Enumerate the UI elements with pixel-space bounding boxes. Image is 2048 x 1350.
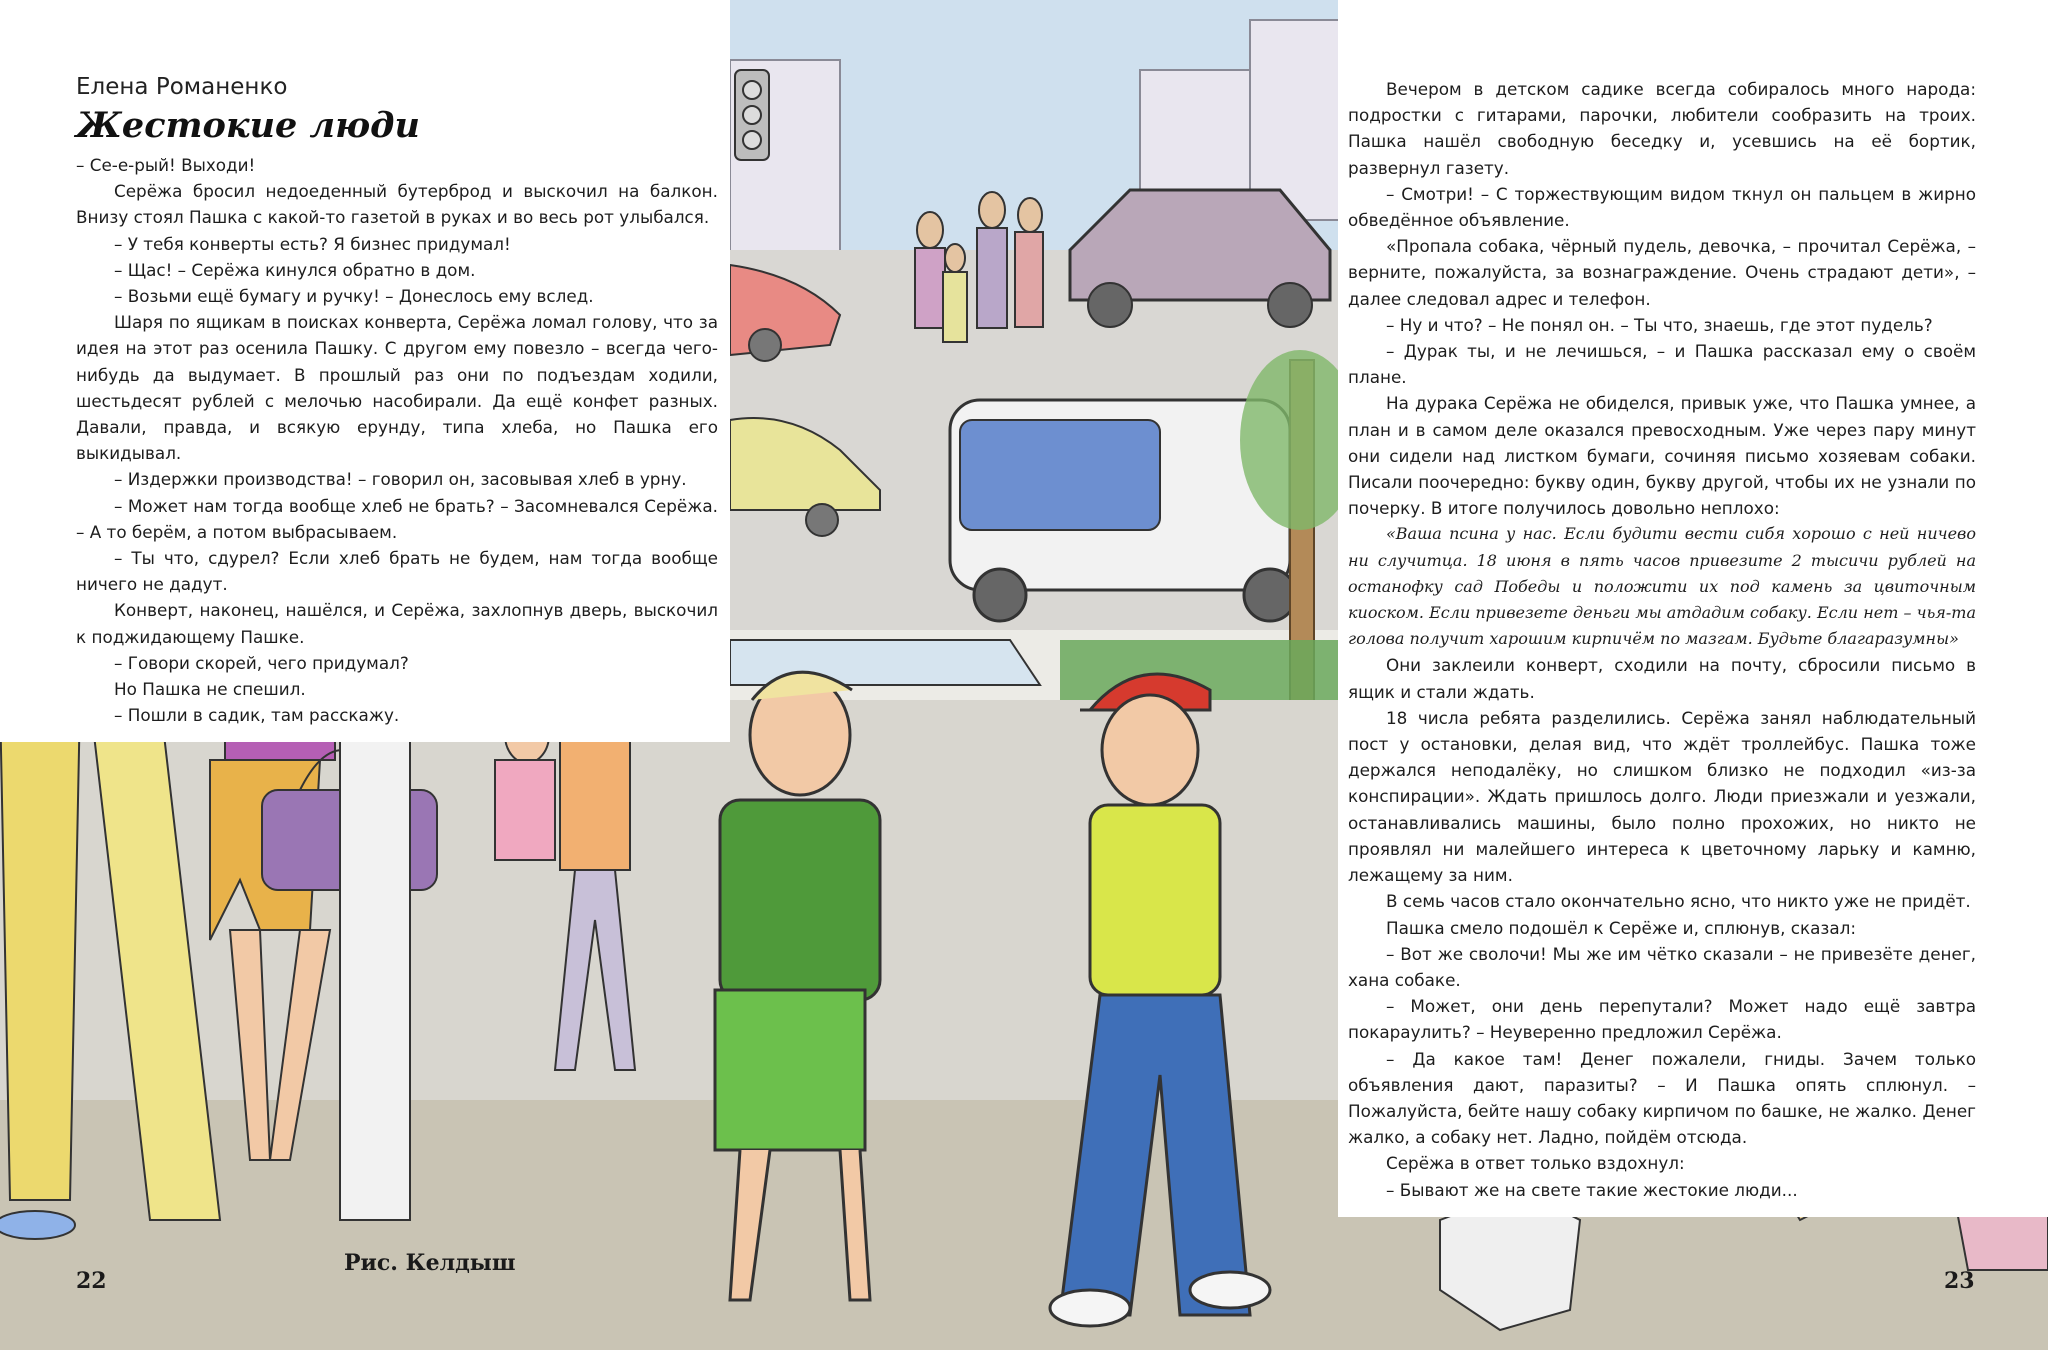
paragraph: – Издержки производства! – говорил он, засовывая хлеб в урну. bbox=[114, 469, 687, 490]
paragraph: – Да какое там! Денег пожалели, гниды. Зачем только объявления дают, паразиты? – И Пашка опять сплюнул. – Пожалуйста, бейте нашу собаку кирпичом по башке, не жалко. Денег жалко, а собаку нет. Ладно, пойдём отсюда. bbox=[1348, 1048, 1976, 1148]
paragraph: – Ну и что? – Не понял он. – Ты что, знаешь, где этот пудель? bbox=[1386, 314, 1933, 335]
ransom-letter: «Ваша псина у нас. Если будити вести сибя хорошо с ней ничево ни случитца. 18 июня в пять часов привезите 2 тысичи рублей на останофку сад Победы и положити их под камень за цвиточным киоском. Если привезете деньги мы атдадим собаку. Если нет – чья-та голова получит харошим кирпичём по мазгам. Будьте благаразумны» bbox=[1348, 524, 1976, 649]
bus-stop-pillar bbox=[340, 740, 410, 1220]
paragraph: – Может нам тогда вообще хлеб не брать? – Засомневался Серёжа. – А то берём, а потом выбрасываем. bbox=[76, 495, 718, 542]
paragraph: – У тебя конверты есть? Я бизнес придумал! bbox=[114, 233, 511, 254]
paragraph: Пашка смело подошёл к Серёже и, сплюнув, сказал: bbox=[1386, 917, 1856, 938]
paragraph: – Возьми ещё бумагу и ручку! – Донеслось ему вслед. bbox=[114, 286, 594, 307]
paragraph: Серёжа бросил недоеденный бутерброд и выскочил на балкон. Внизу стоял Пашка с какой-то газетой в руках и во весь рот улыбался. bbox=[76, 181, 718, 228]
right-page-text bbox=[1348, 76, 1976, 1203]
traffic-light bbox=[735, 70, 769, 160]
paragraph: – Дурак ты, и не лечишься, – и Пашка рассказал ему о своём плане. bbox=[1348, 341, 1976, 388]
paragraph: Конверт, наконец, нашёлся, и Серёжа, захлопнув дверь, выскочил к поджидающему Пашке. bbox=[76, 600, 718, 647]
page-number-left: 22 bbox=[76, 1268, 107, 1294]
paragraph: Но Пашка не спешил. bbox=[114, 679, 306, 700]
paragraph: 18 числа ребята разделились. Серёжа занял наблюдательный пост у остановки, делая вид, что ждёт троллейбус. Пашка тоже держался неподалёку, но слишком близко не подходил «из-за конспирации». Ждать пришлось долго. Люди приезжали и уезжали, останавливались машины, было полно прохожих, но никто не проявлял ни малейшего интереса к цветочному ларьку и камню, лежащему за ним. bbox=[1348, 707, 1976, 886]
left-page-column bbox=[76, 72, 718, 728]
family-group bbox=[915, 192, 1043, 342]
paragraph: Шаря по ящикам в поисках конверта, Серёжа ломал голову, что за идея на этот раз осенила Пашку. С другом ему повезло – всегда чего-нибудь да выдумает. В прошлый раз они по подъездам ходили, шестьдесят рублей с мелочью насобирали. Да ещё конфет разных. Давали, правда, и всякую ерунду, типа хлеба, но Пашка его выкидывал. bbox=[76, 312, 718, 464]
author-name: Елена Романенко bbox=[76, 74, 288, 100]
paragraph: – Может, они день перепутали? Может надо ещё завтра покараулить? – Неуверенно предложил Серёжа. bbox=[1348, 996, 1976, 1043]
paragraph: Серёжа в ответ только вздохнул: bbox=[1386, 1153, 1685, 1174]
paragraph: Вечером в детском садике всегда собиралось много народа: подростки с гитарами, парочки, любители сообразить на троих. Пашка нашёл свободную беседку и, усевшись на её бортик, развернул газету. bbox=[1348, 79, 1976, 178]
story-title: Жестокие люди bbox=[76, 105, 420, 146]
paragraph: «Пропала собака, чёрный пудель, девочка, – прочитал Серёжа, – верните, пожалуйста, за вознаграждение. Очень страдают дети», – далее следовал адрес и телефон. bbox=[1348, 236, 1976, 309]
paragraph: На дурака Серёжа не обиделся, привык уже, что Пашка умнее, а план и в самом деле оказался превосходным. Уже через пару минут они сидели над листком бумаги, сочиняя письмо хозяевам собаки. Писали поочередно: букву один, букву другой, чтобы их не узнали по почерку. В итоге получилось довольно неплохо: bbox=[1348, 393, 1976, 519]
paragraph: – Бывают же на свете такие жестокие люди... bbox=[1386, 1179, 1798, 1200]
paragraph: – Говори скорей, чего придумал? bbox=[114, 652, 409, 673]
paragraph: – Пошли в садик, там расскажу. bbox=[114, 705, 400, 726]
paragraph: В семь часов стало окончательно ясно, что никто уже не придёт. bbox=[1386, 891, 1971, 912]
illustration-credit: Рис. Келдыш bbox=[344, 1250, 516, 1276]
paragraph: – Се-е-рый! Выходи! bbox=[76, 155, 256, 175]
paragraph: Они заклеили конверт, сходили на почту, сбросили письмо в ящик и стали ждать. bbox=[1348, 655, 1976, 702]
paragraph: – Ты что, сдурел? Если хлеб брать не будем, нам тогда вообще ничего не дадут. bbox=[76, 548, 718, 595]
paragraph: – Смотри! – С торжествующим видом ткнул он пальцем в жирно обведённое объявление. bbox=[1348, 183, 1976, 231]
page-number-right: 23 bbox=[1944, 1268, 1975, 1294]
paragraph: – Вот же сволочи! Мы же им чётко сказали – не привезёте денег, хана собаке. bbox=[1348, 943, 1976, 990]
left-page-text bbox=[76, 152, 718, 728]
paragraph: – Щас! – Серёжа кинулся обратно в дом. bbox=[114, 259, 476, 280]
right-page-column bbox=[1348, 76, 1976, 1203]
